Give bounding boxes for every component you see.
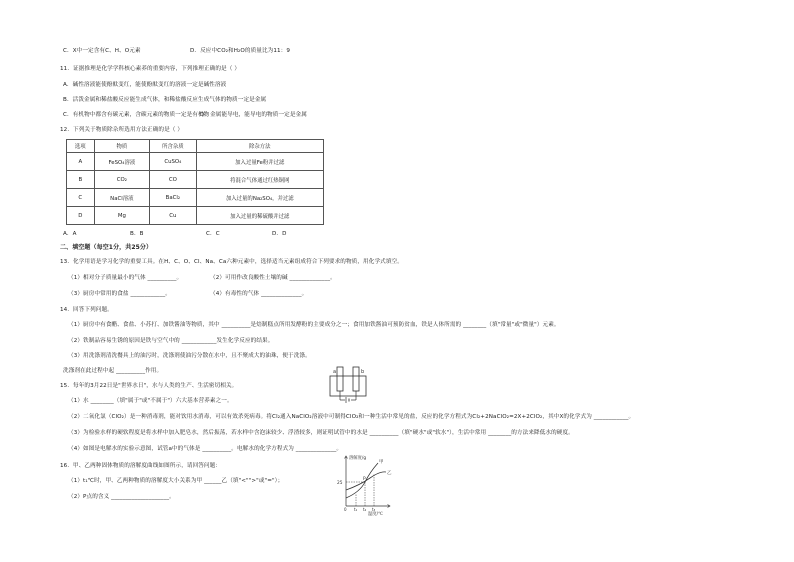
q14-part-1: （1）厨房中有食醋、食盐、小苏打、加铁酱油等物质，其中 __________是焙制糕点所用发酵粉的主要成分之一；食用加铁酱油可预防贫血，铁是人体所需的 ________（填"常量"或"微量"）元素。 <box>68 322 560 328</box>
x-tick-label: t₁ <box>354 507 358 512</box>
table-header-cell: 所含杂质 <box>150 140 196 153</box>
table-row <box>67 207 324 225</box>
q13-part-1: （1）相对分子质量最小的气体 __________。 <box>68 275 183 281</box>
question-15: 15．每年的3月22日是"世界水日"，水与人类的生产、生活密切相关。 <box>60 383 238 389</box>
table-header-cell: 选项 <box>67 140 95 153</box>
q11-option-c: C．有机物中都含有碳元素，含碳元素的物质一定是有机物 <box>63 112 210 118</box>
q14-part-3-continued: 洗涤剂在此过程中起 __________作用。 <box>63 368 163 374</box>
y-axis-label: 溶解度/g <box>349 456 367 461</box>
q16-part-1: （1）t₁℃时，甲、乙两种物质的溶解度大小关系为甲 ______乙（填"<"">"或"="）； <box>68 478 284 484</box>
table-cell: 加入过量Fe粉并过滤 <box>196 153 323 171</box>
question-13: 13．化学用语是学习化学的重要工具。在H、C、O、Cl、Na、Ca六种元素中，选择适当元素组成符合下列要求的物质，用化学式填空。 <box>60 259 403 265</box>
electrolysis-diagram <box>326 364 370 404</box>
q11-option-a: A．碱性溶液能使酚酞变红，能使酚酞变红的溶液一定是碱性溶液 <box>63 82 227 88</box>
x-tick-label: t₃ <box>372 507 376 512</box>
table-cell: C <box>67 189 95 207</box>
table-row <box>67 189 324 207</box>
table-cell: B <box>67 171 95 189</box>
question-14: 14．回答下列问题。 <box>60 307 113 313</box>
q11-option-d: D．金属能导电，能导电的物质一定是金属 <box>200 112 307 118</box>
x-axis-label: 温度/℃ <box>368 512 383 517</box>
table-row <box>67 153 324 171</box>
q16-part-2: （2）P点的含义 ____________________。 <box>68 494 175 500</box>
q14-part-2: （2）铁制品容易生锈的原因是铁与空气中的 ____________发生化学反应的结果。 <box>68 338 274 344</box>
table-cell: Cu <box>150 207 196 225</box>
curve-a <box>346 463 378 498</box>
section-heading: 二、填空题（每空1分，共25分） <box>60 244 153 251</box>
question-16: 16．甲、乙两种固体物质的溶解度曲线如图所示，请回答问题： <box>60 463 222 469</box>
curve-b-label: 乙 <box>387 471 392 476</box>
table-cell: FeSO₄溶液 <box>94 153 149 171</box>
option-d-line: D．反应中CO₂和H₂O的质量比为11：9 <box>190 48 291 54</box>
table-cell: Mg <box>94 207 149 225</box>
q12-option-d: D．D <box>272 231 287 237</box>
table-cell: NaCl溶液 <box>94 189 149 207</box>
q12-option-a: A．A <box>63 231 77 237</box>
table-header-row <box>67 140 324 153</box>
q15-part-4: （4）如图是电解水的实验示意图，试管a中的气体是 __________。电解水的化学方程式为 ______________。 <box>68 446 343 452</box>
table-cell: CuSO₄ <box>150 153 196 171</box>
y-tick-label: 25 <box>337 481 343 486</box>
table-cell: D <box>67 207 95 225</box>
table-cell: 加入过量的Na₂SO₄，并过滤 <box>196 189 323 207</box>
question-12: 12．下列关于物质除杂所选用方法正确的是（ ） <box>60 127 184 133</box>
tube-a-label: a <box>333 369 337 375</box>
tube-b-label: b <box>361 369 365 375</box>
table-cell: CO₂ <box>94 171 149 189</box>
q13-part-2: （2）可用作改良酸性土壤的碱 ______________。 <box>210 275 336 281</box>
q15-part-3: （3）为检验水样的硬软程度是将水样中加入肥皂水，然后振荡，若水样中含泡沫较少、浮渣较多，则证明试管中的水是 __________（填"硬水"或"软水"），生活中常用 ________的方法来降低水的硬度。 <box>68 430 574 436</box>
table-header-cell: 除杂方法 <box>196 140 323 153</box>
question-11: 11．证据推理是化学学科核心素养的重要内容，下列推理正确的是（ ） <box>60 66 241 72</box>
table-header-cell: 物质 <box>94 140 149 153</box>
q15-part-1: （1）水 ________（填"属于"或"不属于"）六大基本营养素之一。 <box>68 398 233 404</box>
q14-part-3: （3）用洗涤剂清洗餐具上的油污时，洗涤剂使油污分散在水中，且不聚成大的油珠，便于洗涤。 <box>68 353 311 359</box>
curve-b <box>346 472 386 490</box>
q13-part-3: （3）厨房中常用的食盐 ____________。 <box>68 291 171 297</box>
x-tick-label: t₂ <box>363 507 367 512</box>
table-cell: 加入过量的稀硫酸并过滤 <box>196 207 323 225</box>
q11-option-b: B．活泼金属和稀盐酸反应能生成气体，和稀盐酸反应生成气体的物质一定是金属 <box>63 97 267 103</box>
solubility-curve-figure <box>330 452 396 518</box>
impurity-table <box>66 139 324 225</box>
q15-part-2: （2）二氧化氯（ClO₂）是一种消毒剂，能对饮用水消毒，可以有效杀死病毒。将Cl₂通入NaClO₂溶液中可制得ClO₂和一种生活中常见的盐，反应的化学方程式为Cl₂+2NaClO₂=2X+2ClO₂，其中X的化学式为 ____________。 <box>68 414 635 420</box>
q13-part-4: （4）有毒性的气体 ______________。 <box>210 291 308 297</box>
table-cell: BaCl₂ <box>150 189 196 207</box>
q12-option-c: C．C <box>206 231 220 237</box>
point-p-label: P <box>363 477 366 482</box>
table-cell: A <box>67 153 95 171</box>
x-tick-label: 0 <box>344 507 347 512</box>
table-cell: CO <box>150 171 196 189</box>
q12-option-b: B．B <box>130 231 144 237</box>
curve-a-label: 甲 <box>379 460 384 465</box>
table-cell: 将混合气体通过红热铜网 <box>196 171 323 189</box>
option-c-line: C．X中一定含有C、H、O元素 <box>63 48 141 54</box>
table-row <box>67 171 324 189</box>
